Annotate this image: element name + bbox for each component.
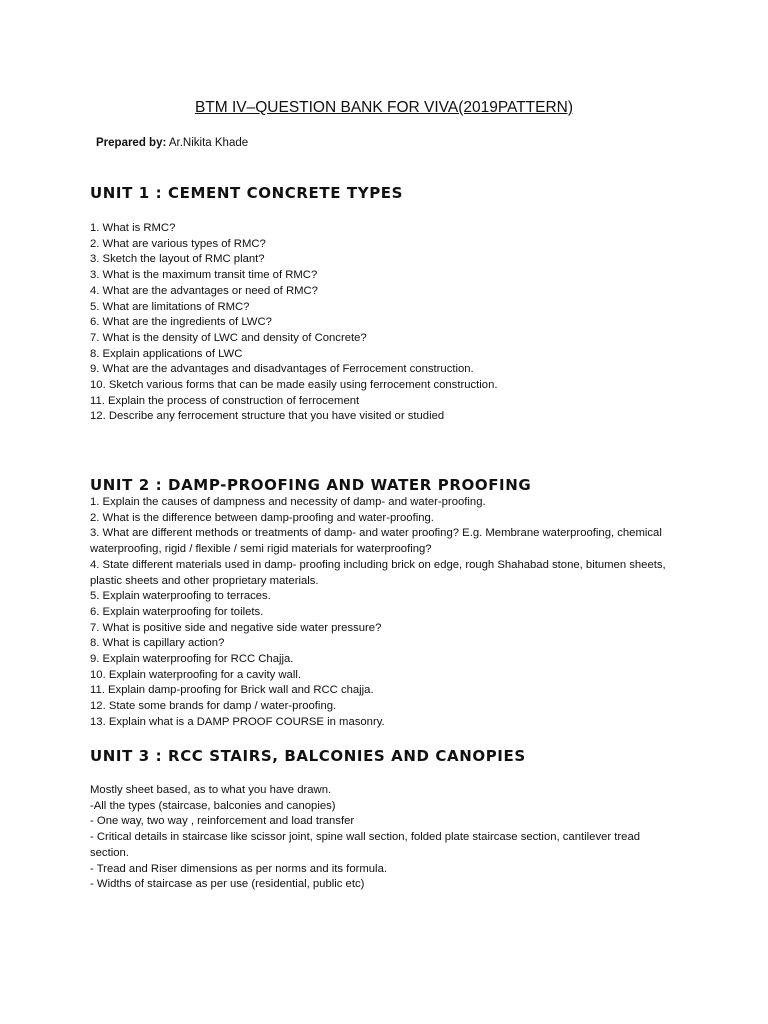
note-item: -All the types (staircase, balconies and canopies) [90, 799, 336, 812]
question-item: 3. What are different methods or treatments of damp- and water proofing? E.g. Membrane waterproofing, chemical waterproofing, rigid / flexible / semi rigid materials for waterproofing? [90, 527, 662, 556]
unit-1-heading: UNIT 1 : CEMENT CONCRETE TYPES [90, 184, 404, 202]
question-item: 13. Explain what is a DAMP PROOF COURSE in masonry. [90, 715, 385, 728]
note-item: - Tread and Riser dimensions as per norms and its formula. [90, 862, 387, 875]
document-title: BTM IV–QUESTION BANK FOR VIVA(2019PATTERN) [194, 99, 574, 116]
question-item: 1. What is RMC? [90, 222, 176, 234]
note-item: - One way, two way , reinforcement and load transfer [90, 815, 355, 828]
note-item: - Widths of staircase as per use (residential, public etc) [90, 878, 365, 891]
prepared-by-label: Prepared by: [96, 137, 167, 149]
question-item: 6. What are the ingredients of LWC? [90, 316, 272, 329]
question-item: 5. What are limitations of RMC? [90, 300, 250, 313]
question-item: 9. Explain waterproofing for RCC Chajja. [90, 653, 294, 666]
question-item: 7. What is the density of LWC and density of Concrete? [90, 331, 367, 344]
question-item: 9. What are the advantages and disadvantages of Ferrocement construction. [90, 363, 474, 376]
unit-3-note-list [90, 783, 680, 893]
question-item: 4. State different materials used in damp- proofing including brick on edge, rough Shahabad stone, bitumen sheets, plastic sheets and other proprietary materials. [90, 558, 666, 587]
question-item: 2. What is the difference between damp-proofing and water-proofing. [90, 511, 434, 524]
question-item: 11. Explain damp-proofing for Brick wall and RCC chajja. [90, 684, 374, 697]
unit-3-heading: UNIT 3 : RCC STAIRS, BALCONIES AND CANOPIES [90, 747, 526, 765]
question-item: 8. Explain applications of LWC [90, 347, 243, 360]
question-item: 3. What is the maximum transit time of RMC? [90, 269, 318, 282]
question-item: 3. Sketch the layout of RMC plant? [90, 253, 265, 266]
question-item: 12. Describe any ferrocement structure that you have visited or studied [90, 410, 445, 423]
question-item: 10. Sketch various forms that can be made easily using ferrocement construction. [90, 379, 498, 392]
question-item: 10. Explain waterproofing for a cavity wall. [90, 668, 301, 681]
question-item: 6. Explain waterproofing for toilets. [90, 605, 264, 618]
question-item: 2. What are various types of RMC? [90, 237, 266, 250]
prepared-by-line [96, 137, 248, 149]
question-item: 1. Explain the causes of dampness and necessity of damp- and water-proofing. [90, 496, 486, 508]
unit-2-question-list [90, 495, 680, 731]
question-item: 8. What is capillary action? [90, 637, 225, 650]
prepared-by-name: Ar.Nikita Khade [166, 137, 249, 149]
note-item: Mostly sheet based, as to what you have drawn. [90, 784, 332, 796]
question-item: 12. State some brands for damp / water-proofing. [90, 700, 337, 713]
question-item: 5. Explain waterproofing to terraces. [90, 590, 271, 603]
note-item: - Critical details in staircase like scissor joint, spine wall section, folded plate staircase section, cantilever tread section. [90, 831, 641, 859]
question-item: 7. What is positive side and negative side water pressure? [90, 621, 382, 634]
unit-2-heading: UNIT 2 : DAMP-PROOFING AND WATER PROOFING [90, 476, 532, 494]
unit-1-question-list [90, 221, 680, 425]
question-item: 4. What are the advantages or need of RMC? [90, 284, 318, 297]
question-item: 11. Explain the process of construction of ferrocement [90, 394, 360, 407]
